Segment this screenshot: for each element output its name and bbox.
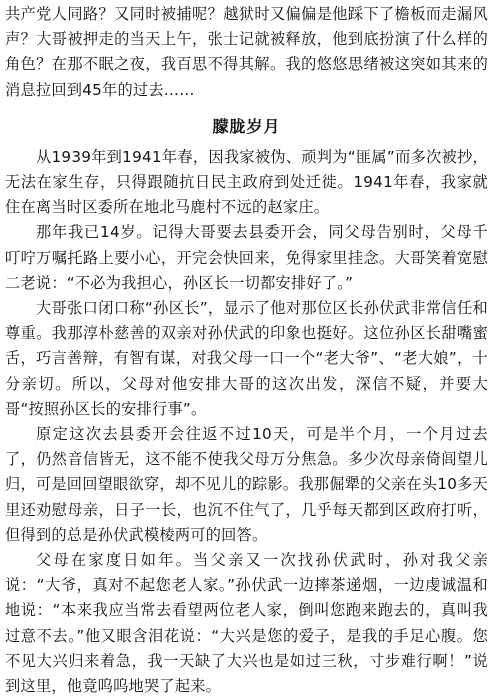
body-paragraph-5: 父母在家度日如年。当父亲又一次找孙伏武时，孙对我父亲说：“大爷，真对不起您老人家。”孙伏武一边摔茶递烟，一边虔诚温和地说：“本来我应当常去看望两位老人家，倒叫您跑来跑去的，真叫我过意不去。”他又眼含泪花说：“大兴是您的爱子，是我的手足心腹。您不见大兴归来着急，我一天缺了大兴也是如过三秋，寸步难行啊！”说到这里，他竟呜呜地哭了起来。: [5, 551, 488, 696]
body-paragraph-1: 从1939年到1941年春，因我家被伪、顽判为“匪属”而多次被抄，无法在家生存，只得跟随抗日民主政府到处迁徙。1941年春，我家就住在离当时区委所在地北马鹿村不远的赵家庄。: [5, 147, 488, 217]
body-paragraph-3: 大哥张口闭口称“孙区长”，显示了他对那位区长孙伏武非常信任和尊重。我那淳朴慈善的双亲对孙伏武的印象也挺好。这位孙区长甜嘴蜜舌，巧言善辩，有智有谋，对我父母一口一个“老大爷”、“老大娘”，十分亲切。所以，父母对他安排大哥的这次出发，深信不疑，并要大哥“按照孙区长的安排行事”。: [5, 299, 488, 418]
section-title: 朦胧岁月: [212, 116, 281, 136]
body-paragraph-4: 原定这次去县委开会往返不过10天，可是半个月，一个月过去了，仍然音信皆无，这不能不使我父母万分焦急。多少次母亲倚闾望儿归，可是回回望眼欲穿，却不见儿的踪影。我那倔犟的父亲在头10多天里还劝慰母亲，日子一长，也沉不住气了，几乎每天都到区政府打听，但得到的总是孙伏武模棱两可的回答。: [5, 425, 488, 544]
opening-paragraph: 共产党人同路？又同时被捕呢？越狱时又偏偏是他踩下了檐板而走漏风声？大哥被押走的当天上午，张士记就被释放，他到底扮演了什么样的角色？在那不眠之夜，我百思不得其解。我的悠悠思绪被这突如其来的消息拉回到45年的过去……: [5, 5, 488, 99]
body-paragraph-2: 那年我已14岁。记得大哥要去县委开会，同父母告别时，父母千叮咛万嘱托路上要小心，开完会快回来，免得家里挂念。大哥笑着宽慰二老说：“不必为我担心，孙区长一切都安排好了。”: [5, 223, 488, 292]
